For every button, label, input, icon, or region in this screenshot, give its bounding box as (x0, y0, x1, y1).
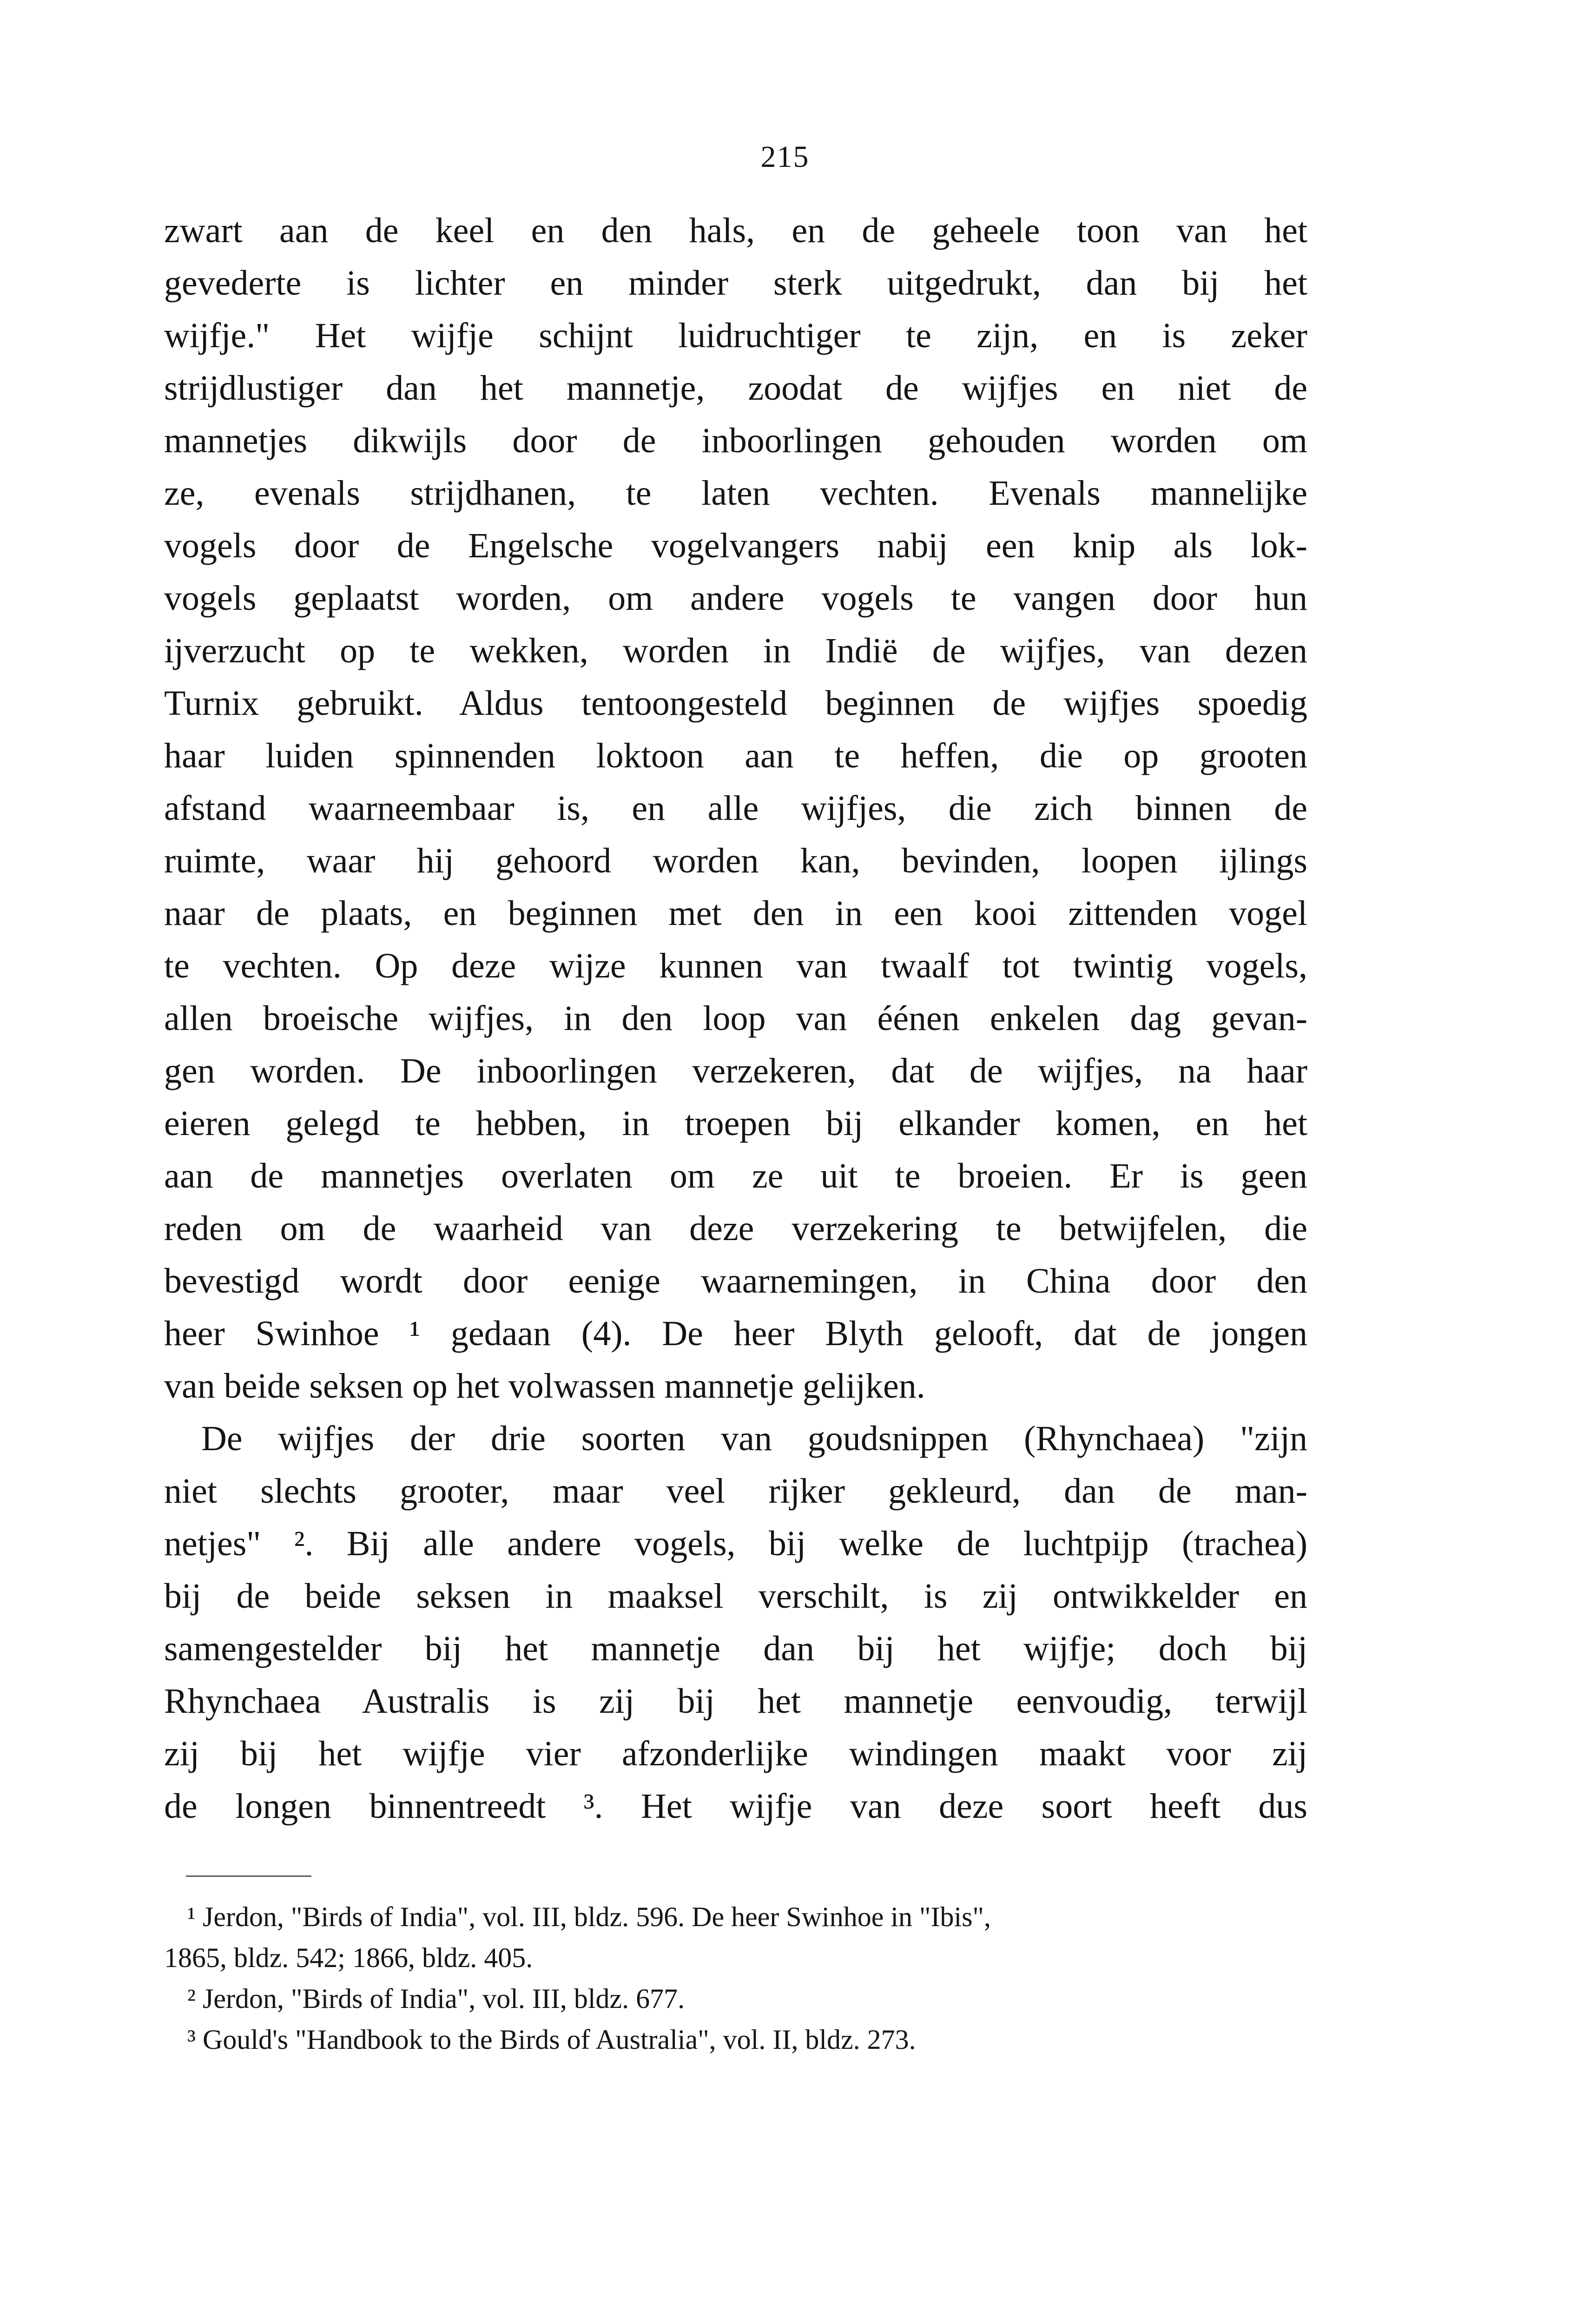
paragraph-1 (164, 205, 1307, 1413)
text-line: strijdlustiger dan het mannetje, zoodat de wijfjes en niet de (164, 369, 1307, 408)
footnotes (164, 1896, 1307, 2060)
text-line: ruimte, waar hij gehoord worden kan, bevinden, loopen ijlings (164, 841, 1307, 880)
text-line: zwart aan de keel en den hals, en de geheele toon van het (164, 211, 1307, 250)
text-line: naar de plaats, en beginnen met den in een kooi zittenden vogel (164, 894, 1307, 933)
text-line: mannetjes dikwijls door de inboorlingen gehouden worden om (164, 421, 1307, 460)
text-line: van beide seksen op het volwassen mannetje gelijken. (164, 1367, 925, 1406)
text-line: de longen binnentreedt ³. Het wijfje van deze soort heeft dus (164, 1787, 1307, 1826)
text-line: ijverzucht op te wekken, worden in Indië de wijfjes, van dezen (164, 631, 1307, 670)
text-line: bevestigd wordt door eenige waarnemingen, in China door den (164, 1261, 1307, 1301)
page-number: 215 (760, 140, 810, 174)
text-line: De wijfjes der drie soorten van goudsnippen (Rhynchaea) "zijn (201, 1419, 1307, 1458)
footnote-1: ¹ Jerdon, "Birds of India", vol. III, bldz. 596. De heer Swinhoe in "Ibis", (187, 1901, 991, 1932)
text-line: Rhynchaea Australis is zij bij het mannetje eenvoudig, terwijl (164, 1682, 1307, 1721)
text-line: gevederte is lichter en minder sterk uitgedrukt, dan bij het (164, 264, 1307, 303)
text-line: Turnix gebruikt. Aldus tentoongesteld beginnen de wijfjes spoedig (164, 684, 1307, 723)
text-line: samengestelder bij het mannetje dan bij het wijfje; doch bij (164, 1629, 1307, 1668)
text-line: bij de beide seksen in maaksel verschilt, is zij ontwikkelder en (164, 1577, 1307, 1616)
text-line: haar luiden spinnenden loktoon aan te heffen, die op grooten (164, 736, 1307, 775)
text-line: heer Swinhoe ¹ gedaan (4). De heer Blyth gelooft, dat de jongen (164, 1314, 1307, 1353)
text-line: vogels door de Engelsche vogelvangers nabij een knip als lok- (164, 526, 1307, 565)
text-line: reden om de waarheid van deze verzekering te betwijfelen, die (164, 1209, 1307, 1248)
footnote-3: ³ Gould's "Handbook to the Birds of Australia", vol. II, bldz. 273. (187, 2024, 916, 2055)
footnote-1-continued: 1865, bldz. 542; 1866, bldz. 405. (164, 1942, 533, 1973)
text-line: afstand waarneembaar is, en alle wijfjes, die zich binnen de (164, 789, 1307, 828)
text-line: ze, evenals strijdhanen, te laten vechten. Evenals mannelijke (164, 474, 1307, 513)
paragraph-2 (164, 1413, 1307, 1833)
text-line: aan de mannetjes overlaten om ze uit te broeien. Er is geen (164, 1156, 1307, 1195)
text-line: eieren gelegd te hebben, in troepen bij elkander komen, en het (164, 1104, 1307, 1143)
body-text (164, 205, 1307, 1833)
text-line: zij bij het wijfje vier afzonderlijke windingen maakt voor zij (164, 1734, 1307, 1773)
footnote-2: ² Jerdon, "Birds of India", vol. III, bldz. 677. (187, 1983, 685, 2014)
text-line: netjes" ². Bij alle andere vogels, bij welke de luchtpijp (trachea) (164, 1524, 1307, 1563)
footnote-divider (186, 1875, 311, 1877)
text-line: allen broeische wijfjes, in den loop van éénen enkelen dag gevan- (164, 999, 1307, 1038)
text-line: gen worden. De inboorlingen verzekeren, dat de wijfjes, na haar (164, 1051, 1307, 1090)
text-line: niet slechts grooter, maar veel rijker gekleurd, dan de man- (164, 1472, 1307, 1511)
text-line: vogels geplaatst worden, om andere vogels te vangen door hun (164, 579, 1307, 618)
text-line: wijfje." Het wijfje schijnt luidruchtiger te zijn, en is zeker (164, 316, 1307, 355)
text-line: te vechten. Op deze wijze kunnen van twaalf tot twintig vogels, (164, 946, 1307, 985)
